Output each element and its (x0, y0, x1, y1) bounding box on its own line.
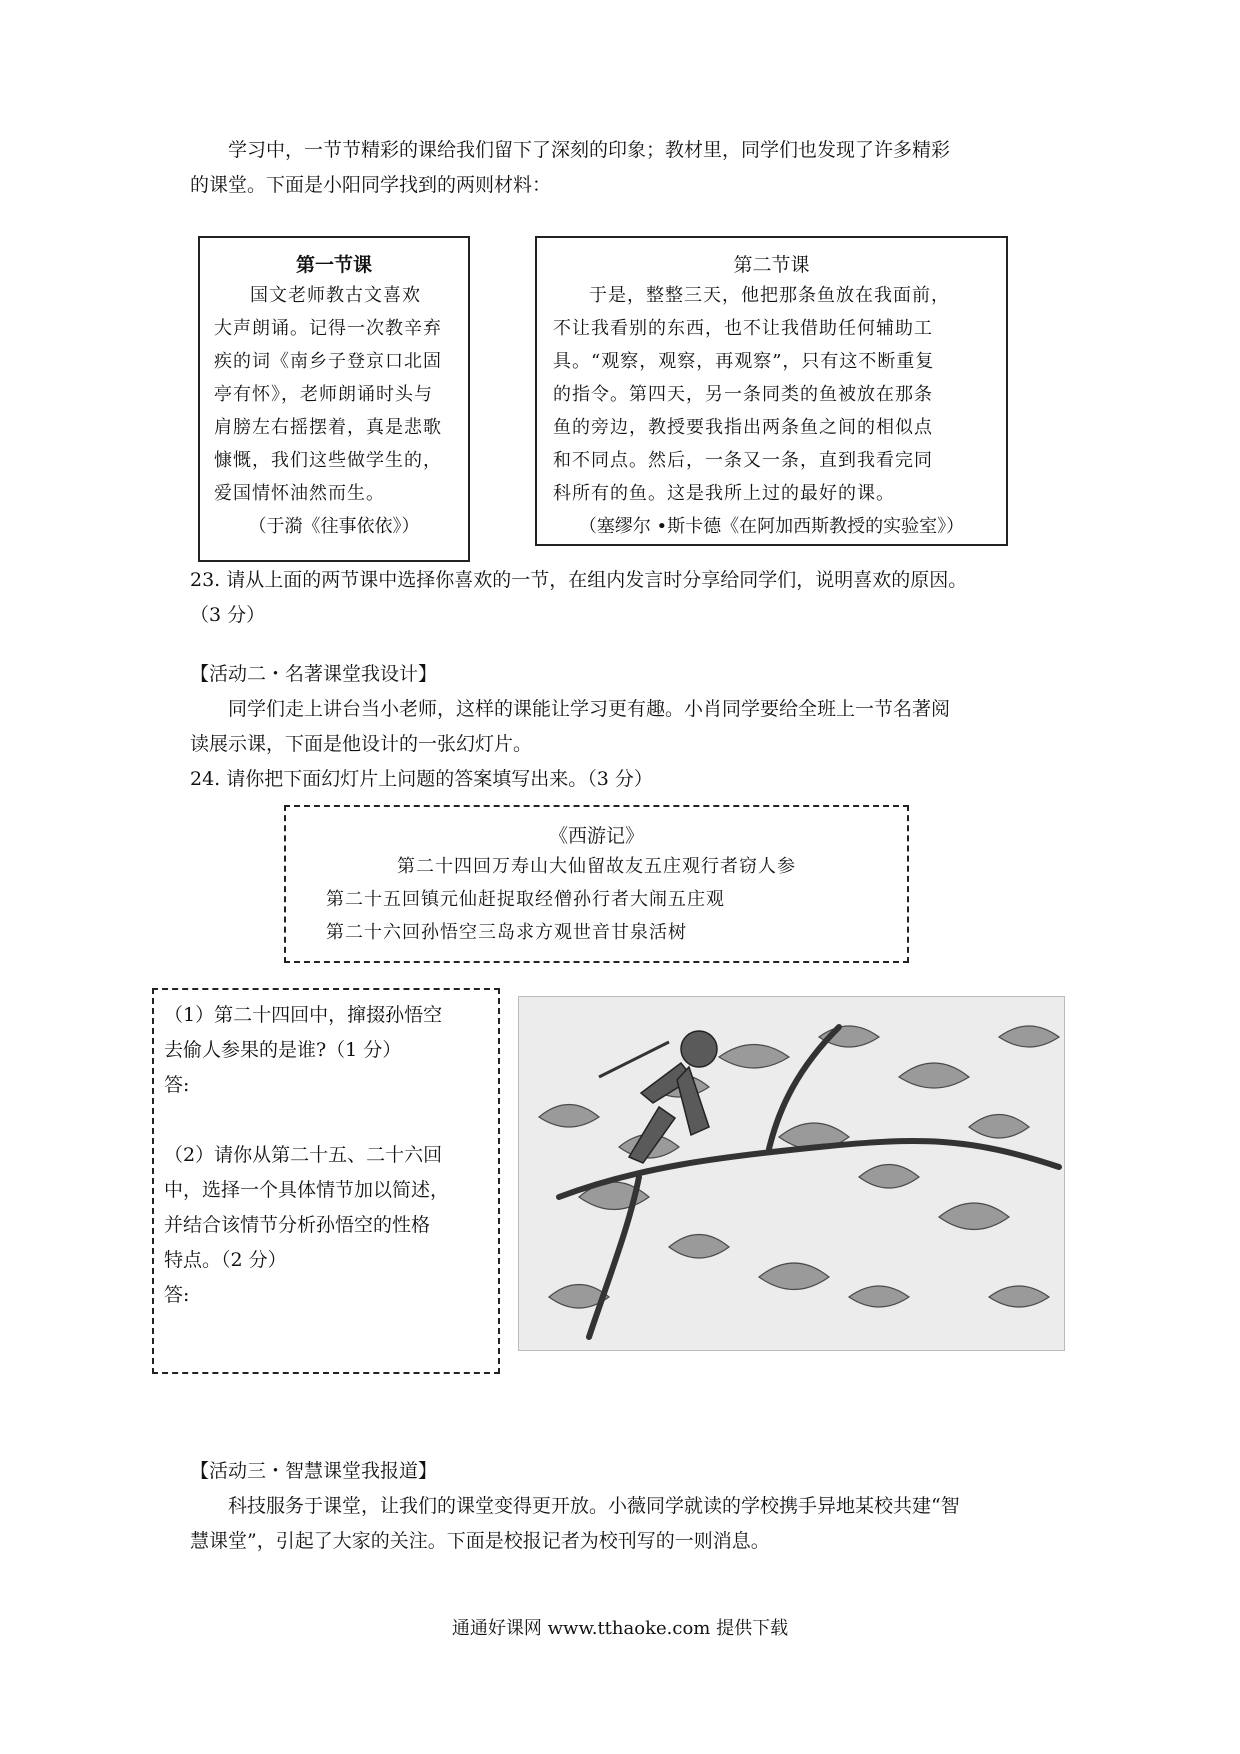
lesson-1-title: 第一节课 (295, 254, 372, 276)
slide-chapter-25: 第二十五回镇元仙赶捉取经僧孙行者大闹五庄观 (326, 889, 725, 910)
monkey-tree-illustration (518, 996, 1065, 1351)
question-2-line-2: 中，选择一个具体情节加以简述， (164, 1179, 450, 1201)
question-23-line-2: （3 分） (190, 604, 266, 626)
lesson-2-title: 第二节课 (733, 254, 810, 276)
intro-paragraph (190, 133, 1070, 203)
intro-line-2: 的课堂。下面是小阳同学找到的两则材料： (190, 174, 552, 196)
intro-line-1: 学习中，一节节精彩的课给我们留下了深刻的印象；教材里，同学们也发现了许多精彩 (228, 139, 951, 161)
activity-2-line-2: 读展示课，下面是他设计的一张幻灯片。 (190, 733, 533, 755)
lesson-2-line: 科所有的鱼。这是我所上过的最好的课。 (553, 483, 895, 504)
slide-chapter-26: 第二十六回孙悟空三岛求方观世音甘泉活树 (326, 922, 687, 943)
lesson-1-line: 大声朗诵。记得一次教辛弃 (214, 318, 442, 339)
lesson-1-line: 国文老师教古文喜欢 (250, 285, 421, 306)
activity-3-heading: 【活动三・智慧课堂我报道】 (190, 1460, 438, 1482)
slide-chapter-24: 第二十四回万寿山大仙留故友五庄观行者窃人参 (397, 856, 796, 877)
lesson-1-line: 疾的词《南乡子登京口北固 (214, 351, 442, 372)
activity-3-line-2: 慧课堂”，引起了大家的关注。下面是校报记者为校刊写的一则消息。 (190, 1530, 770, 1552)
lesson-2-line: 和不同点。然后，一条又一条，直到我看完同 (553, 450, 933, 471)
lesson-1-line: 肩膀左右摇摆着，真是悲歌 (214, 417, 442, 438)
lesson-1-line: 慷慨，我们这些做学生的， (214, 450, 442, 471)
activity-2-section (190, 657, 1080, 797)
lesson-2-source: （塞缪尔 •斯卡德《在阿加西斯教授的实验室》） (578, 516, 965, 537)
activity-3-section (190, 1454, 1080, 1559)
question-2-answer-label: 答: (164, 1284, 190, 1306)
question-1-line-2: 去偷人参果的是谁?（1 分） (164, 1039, 402, 1061)
slide-title: 《西游记》 (548, 825, 644, 847)
lesson-2-box (535, 236, 1008, 546)
lesson-1-line: 亭有怀》，老师朗诵时头与 (214, 384, 433, 405)
lesson-1-line: 爱国情怀油然而生。 (214, 483, 385, 504)
lesson-2-text (553, 279, 994, 510)
lesson-2-line: 于是，整整三天，他把那条鱼放在我面前， (589, 285, 950, 306)
lesson-2-line: 不让我看别的东西，也不让我借助任何辅助工 (553, 318, 933, 339)
question-2-line-4: 特点。（2 分） (164, 1249, 287, 1271)
slide-box (284, 805, 909, 963)
lesson-2-line: 鱼的旁边，教授要我指出两条鱼之间的相似点 (553, 417, 933, 438)
question-1-line-1: （1）第二十四回中，撺掇孙悟空 (164, 1004, 443, 1026)
question-1-answer-label: 答: (164, 1074, 190, 1096)
question-23-line-1: 23. 请从上面的两节课中选择你喜欢的一节，在组内发言时分享给同学们，说明喜欢的原因。 (190, 569, 968, 591)
activity-3-line-1: 科技服务于课堂，让我们的课堂变得更开放。小薇同学就读的学校携手异地某校共建“智 (228, 1495, 960, 1517)
questions-box (152, 988, 500, 1374)
lesson-2-line: 的指令。第四天，另一条同类的鱼被放在那条 (553, 384, 933, 405)
question-2-line-1: （2）请你从第二十五、二十六回 (164, 1144, 443, 1166)
question-2-line-3: 并结合该情节分析孙悟空的性格 (164, 1214, 431, 1236)
lesson-1-box (198, 236, 470, 562)
question-24: 24. 请你把下面幻灯片上问题的答案填写出来。（3 分） (190, 768, 653, 790)
activity-2-heading: 【活动二・名著课堂我设计】 (190, 663, 438, 685)
lesson-1-source: （于漪《往事依依》） (248, 516, 420, 537)
lesson-1-text (214, 279, 458, 510)
question-23 (190, 563, 1090, 633)
activity-2-line-1: 同学们走上讲台当小老师，这样的课能让学习更有趣。小肖同学要给全班上一节名著阅 (228, 698, 951, 720)
lesson-2-line: 具。“观察，观察，再观察”，只有这不断重复 (553, 351, 935, 372)
footer-source: 通通好课网 www.tthaoke.com 提供下载 (451, 1618, 789, 1639)
